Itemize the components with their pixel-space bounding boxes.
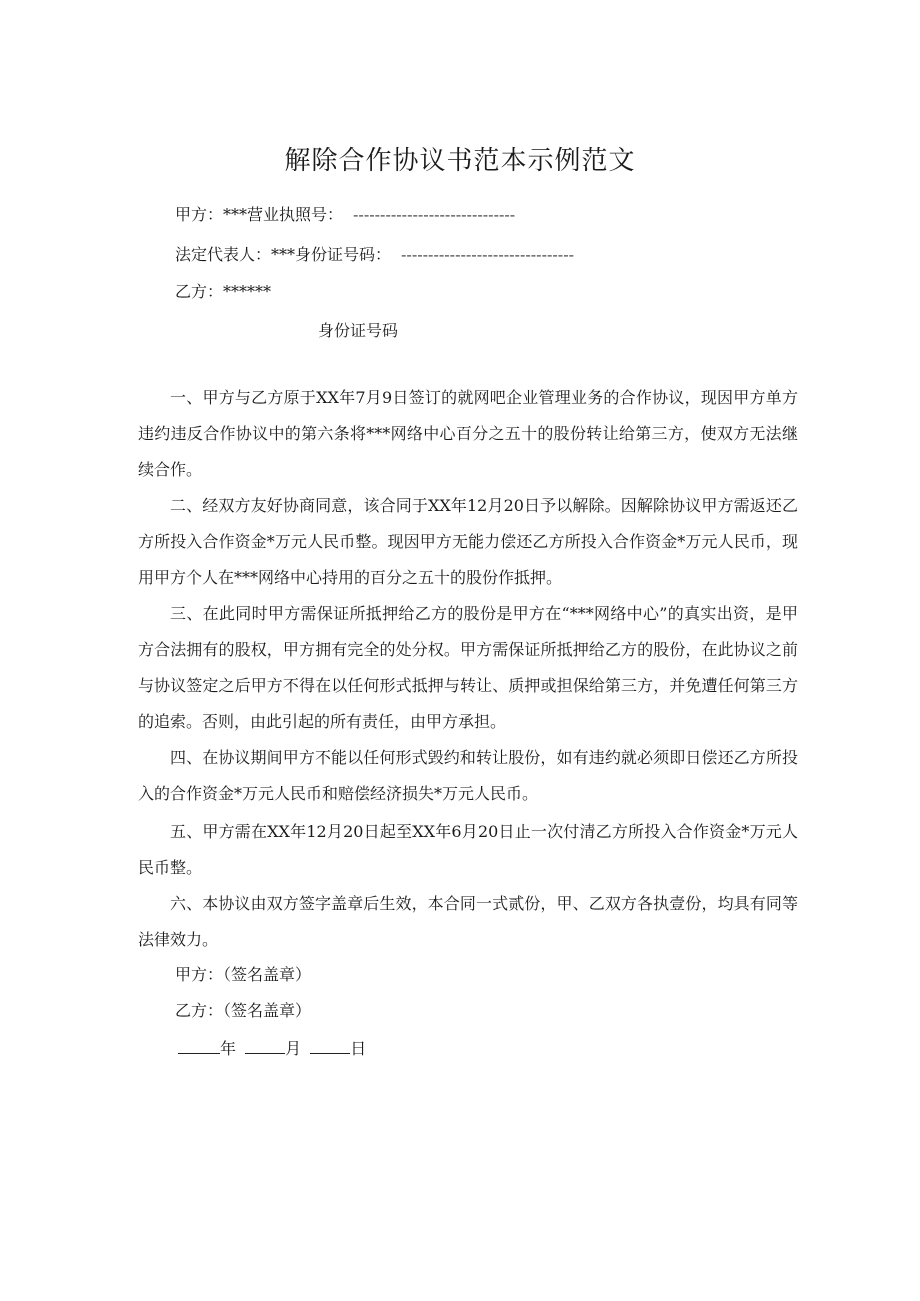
clause-3: 三、在此同时甲方需保证所抵押给乙方的股份是甲方在“***网络中心”的真实出资，是甲方合法拥有的股权，甲方拥有完全的处分权。甲方需保证所抵押给乙方的股份，在此协议之前与协议签定之后甲方不得在以任何形式抵押与转让、质押或担保给第三方，并免遭任何第三方的追索。否则，由此引起的所有责任，由甲方承担。 [138, 604, 798, 731]
party-a-dash-line: ------------------------------ [353, 205, 516, 224]
signature-party-a: 甲方：（签名盖章） [175, 965, 312, 984]
party-b-line: 乙方：****** [175, 282, 272, 301]
clause-4: 四、在协议期间甲方不能以任何形式毁约和转让股份，如有违约就必须即日偿还乙方所投入的合作资金*万元人民币和赔偿经济损失*万元人民币。 [138, 748, 798, 803]
legal-rep-label: 法定代表人：***身份证号码： [175, 245, 392, 264]
party-a-label: 甲方：***营业执照号： [175, 205, 344, 224]
day-label: 日 [350, 1039, 367, 1058]
clause-6: 六、本协议由双方签字盖章后生效，本合同一式贰份，甲、乙双方各执壹份，均具有同等法律效力。 [138, 894, 798, 949]
party-a-line [175, 202, 515, 225]
clause-5: 五、甲方需在XX年12月20日起至XX年6月20日止一次付清乙方所投入合作资金*万元人民币整。 [138, 822, 798, 877]
clause-2: 二、经双方友好协商同意，该合同于XX年12月20日予以解除。因解除协议甲方需返还乙方所投入合作资金*万元人民币整。现因甲方无能力偿还乙方所投入合作资金*万元人民币，现用甲方个人在***网络中心持用的百分之五十的股份作抵押。 [138, 496, 798, 587]
clause-1: 一、甲方与乙方原于XX年7月9日签订的就网吧企业管理业务的合作协议，现因甲方单方违约违反合作协议中的第六条将***网络中心百分之五十的股份转让给第三方，使双方无法继续合作。 [138, 388, 798, 479]
month-blank[interactable] [245, 1039, 285, 1054]
month-label: 月 [285, 1039, 302, 1058]
document-title: 解除合作协议书范本示例范文 [284, 146, 636, 176]
day-blank[interactable] [310, 1039, 350, 1054]
year-label: 年 [220, 1039, 237, 1058]
year-blank[interactable] [178, 1039, 220, 1054]
signature-party-b: 乙方：（签名盖章） [175, 1001, 312, 1020]
date-line [178, 1036, 366, 1059]
legal-rep-line [175, 242, 574, 265]
legal-rep-dash-line: -------------------------------- [401, 245, 575, 264]
id-number-label: 身份证号码 [318, 321, 399, 340]
